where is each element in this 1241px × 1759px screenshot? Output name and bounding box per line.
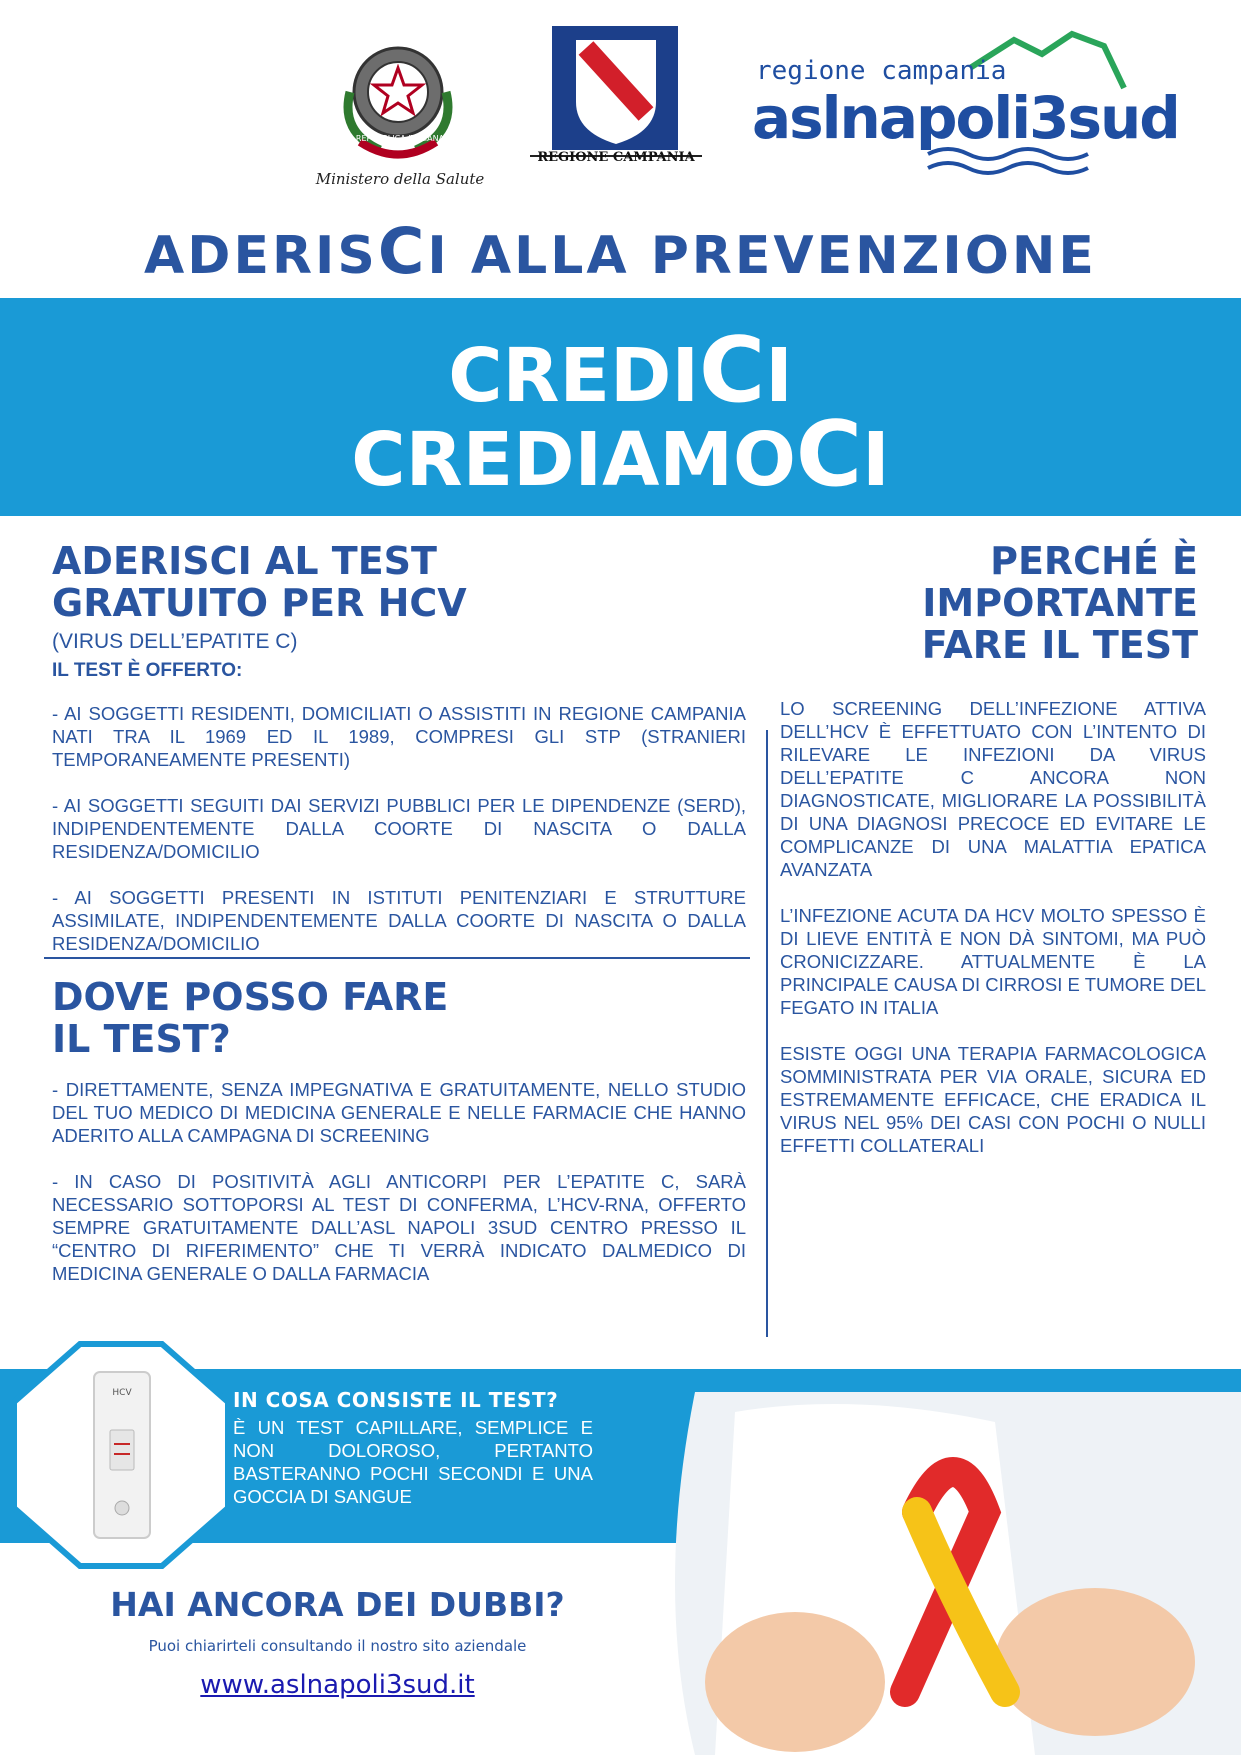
italian-emblem-icon bbox=[320, 22, 480, 192]
test-info-title: IN COSA CONSISTE IL TEST? bbox=[233, 1388, 559, 1412]
why-heading-line-2: IMPORTANTE bbox=[922, 581, 1198, 625]
hero-band bbox=[0, 298, 1241, 516]
test-heading-line-2: GRATUITO PER HCV bbox=[52, 581, 467, 625]
doctor-ribbon-photo bbox=[655, 1392, 1241, 1755]
test-device-hexagon bbox=[10, 1340, 232, 1570]
test-info bbox=[233, 1388, 593, 1508]
hero-line-1-pre: CREDI bbox=[448, 333, 699, 419]
hero-line-1-post: I bbox=[765, 333, 793, 419]
where-heading bbox=[52, 976, 746, 1060]
where-item: - IN CASO DI POSITIVITÀ AGLI ANTICORPI PER L’EPATITE C, SARÀ NECESSARIO SOTTOPORSI AL TEST DI CONFERMA, L’HCV-RNA, OFFERTO SEMPRE GRATUITAMENTE DALL’ASL NAPOLI 3SUD CENTRO PRESSO IL “CENTRO DI RIFERIMENTO” CHE TI VERRÀ INDICATO DALMEDICO DI MEDICINA GENERALE O DALLA FARMACIA bbox=[52, 1171, 746, 1284]
why-heading bbox=[840, 540, 1198, 666]
rapid-test-icon bbox=[10, 1340, 232, 1570]
where-heading-line-1: DOVE POSSO FARE bbox=[52, 975, 449, 1019]
doubts-subtitle: Puoi chiarirteli consultando il nostro sito aziendale bbox=[148, 1637, 527, 1655]
where-section bbox=[52, 976, 746, 1285]
ministero-caption: Ministero della Salute bbox=[315, 170, 485, 188]
offered-label: IL TEST È OFFERTO: bbox=[52, 660, 243, 681]
device-label: HCV bbox=[112, 1388, 132, 1398]
regione-caption: REGIONE CAMPANIA bbox=[537, 150, 695, 165]
hero-line-2-post: I bbox=[862, 417, 890, 503]
eligibility-item: - AI SOGGETTI RESIDENTI, DOMICILIATI O ASSISTITI IN REGIONE CAMPANIA NATI TRA IL 1969 ED IL 1989, COMPRESI GLI STP (STRANIERI TEMPORANEAMENTE PRESENTI) bbox=[52, 703, 746, 770]
test-heading-line-1: ADERISCI AL TEST bbox=[52, 539, 437, 583]
asl-name-text: aslnapoli3sud bbox=[752, 84, 1179, 152]
test-subtitle: (VIRUS DELL’EPATITE C) bbox=[52, 630, 298, 653]
eligibility-item: - AI SOGGETTI PRESENTI IN ISTITUTI PENITENZIARI E STRUTTURE ASSIMILATE, INDIPENDENTEMENTE DALLA COORTE DI NASCITA O DALLA RESIDENZA/DOMICILIO bbox=[52, 887, 746, 954]
regione-campania-logo bbox=[530, 26, 702, 186]
doubts-heading: HAI ANCORA DEI DUBBI? bbox=[110, 1585, 565, 1624]
hero-line-2 bbox=[0, 402, 1241, 507]
awareness-ribbon-icon bbox=[655, 1392, 1241, 1755]
tagline bbox=[0, 214, 1241, 288]
hero-line-1-big-c: C bbox=[699, 318, 766, 423]
left-column bbox=[52, 540, 746, 955]
right-column bbox=[780, 697, 1206, 1157]
tagline-big-c: C bbox=[377, 214, 428, 288]
website-link[interactable]: www.aslnapoli3sud.it bbox=[200, 1670, 475, 1700]
why-paragraph: L’INFEZIONE ACUTA DA HCV MOLTO SPESSO È DI LIEVE ENTITÀ E NON DÀ SINTOMI, MA PUÒ CRONICIZZARE. ATTUALMENTE È LA PRINCIPALE CAUSA DI CIRROSI E TUMORE DEL FEGATO IN ITALIA bbox=[780, 905, 1206, 1018]
ministero-salute-logo bbox=[315, 22, 485, 192]
seal-ribbon-text: REPVBBLICA ITALIANA bbox=[355, 134, 445, 143]
why-heading-line-3: FARE IL TEST bbox=[921, 623, 1198, 667]
tagline-post: I ALLA PREVENZIONE bbox=[427, 226, 1097, 286]
asl-napoli3sud-logo bbox=[752, 28, 1179, 188]
column-divider bbox=[766, 730, 768, 1337]
eligibility-item: - AI SOGGETTI SEGUITI DAI SERVIZI PUBBLICI PER LE DIPENDENZE (SERD), INDIPENDENTEMENTE DALLA COORTE DI NASCITA O DALLA RESIDENZA/DOMICILIO bbox=[52, 795, 746, 862]
why-paragraph: LO SCREENING DELL’INFEZIONE ATTIVA DELL’HCV È EFFETTUATO CON L’INTENTO DI RILEVARE LE INFEZIONI DA VIRUS DELL’EPATITE C ANCORA NON DIAGNOSTICATE, MIGLIORARE LA POSSIBILITÀ DI UNA DIAGNOSI PRECOCE ED EVITARE LE COMPLICANZE DI UNA MALATTIA EPATICA AVANZATA bbox=[780, 698, 1206, 880]
where-item: - DIRETTAMENTE, SENZA IMPEGNATIVA E GRATUITAMENTE, NELLO STUDIO DEL TUO MEDICO DI MEDICINA GENERALE E NELLE FARMACIE CHE HANNO ADERITO ALLA CAMPAGNA DI SCREENING bbox=[52, 1079, 746, 1146]
hero-line-2-big-c: C bbox=[795, 402, 863, 507]
where-heading-line-2: IL TEST? bbox=[52, 1017, 231, 1061]
test-heading bbox=[52, 540, 746, 624]
why-heading-line-1: PERCHÉ È bbox=[990, 539, 1198, 583]
why-paragraph: ESISTE OGGI UNA TERAPIA FARMACOLOGICA SOMMINISTRATA PER VIA ORALE, SICURA ED ESTREMAMENTE EFFICACE, CHE ERADICA IL VIRUS NEL 95% DEI CASI CON POCHI O NULLI EFFETTI COLLATERALI bbox=[780, 1043, 1206, 1156]
asl-region-text: regione campania bbox=[756, 56, 1007, 86]
test-info-body: È UN TEST CAPILLARE, SEMPLICE E NON DOLOROSO, PERTANTO BASTERANNO POCHI SECONDI E UNA GOCCIA DI SANGUE bbox=[233, 1417, 593, 1507]
tagline-pre: ADERIS bbox=[144, 226, 378, 286]
section-divider bbox=[44, 957, 750, 959]
hero-line-2-pre: CREDIAMO bbox=[351, 417, 796, 503]
